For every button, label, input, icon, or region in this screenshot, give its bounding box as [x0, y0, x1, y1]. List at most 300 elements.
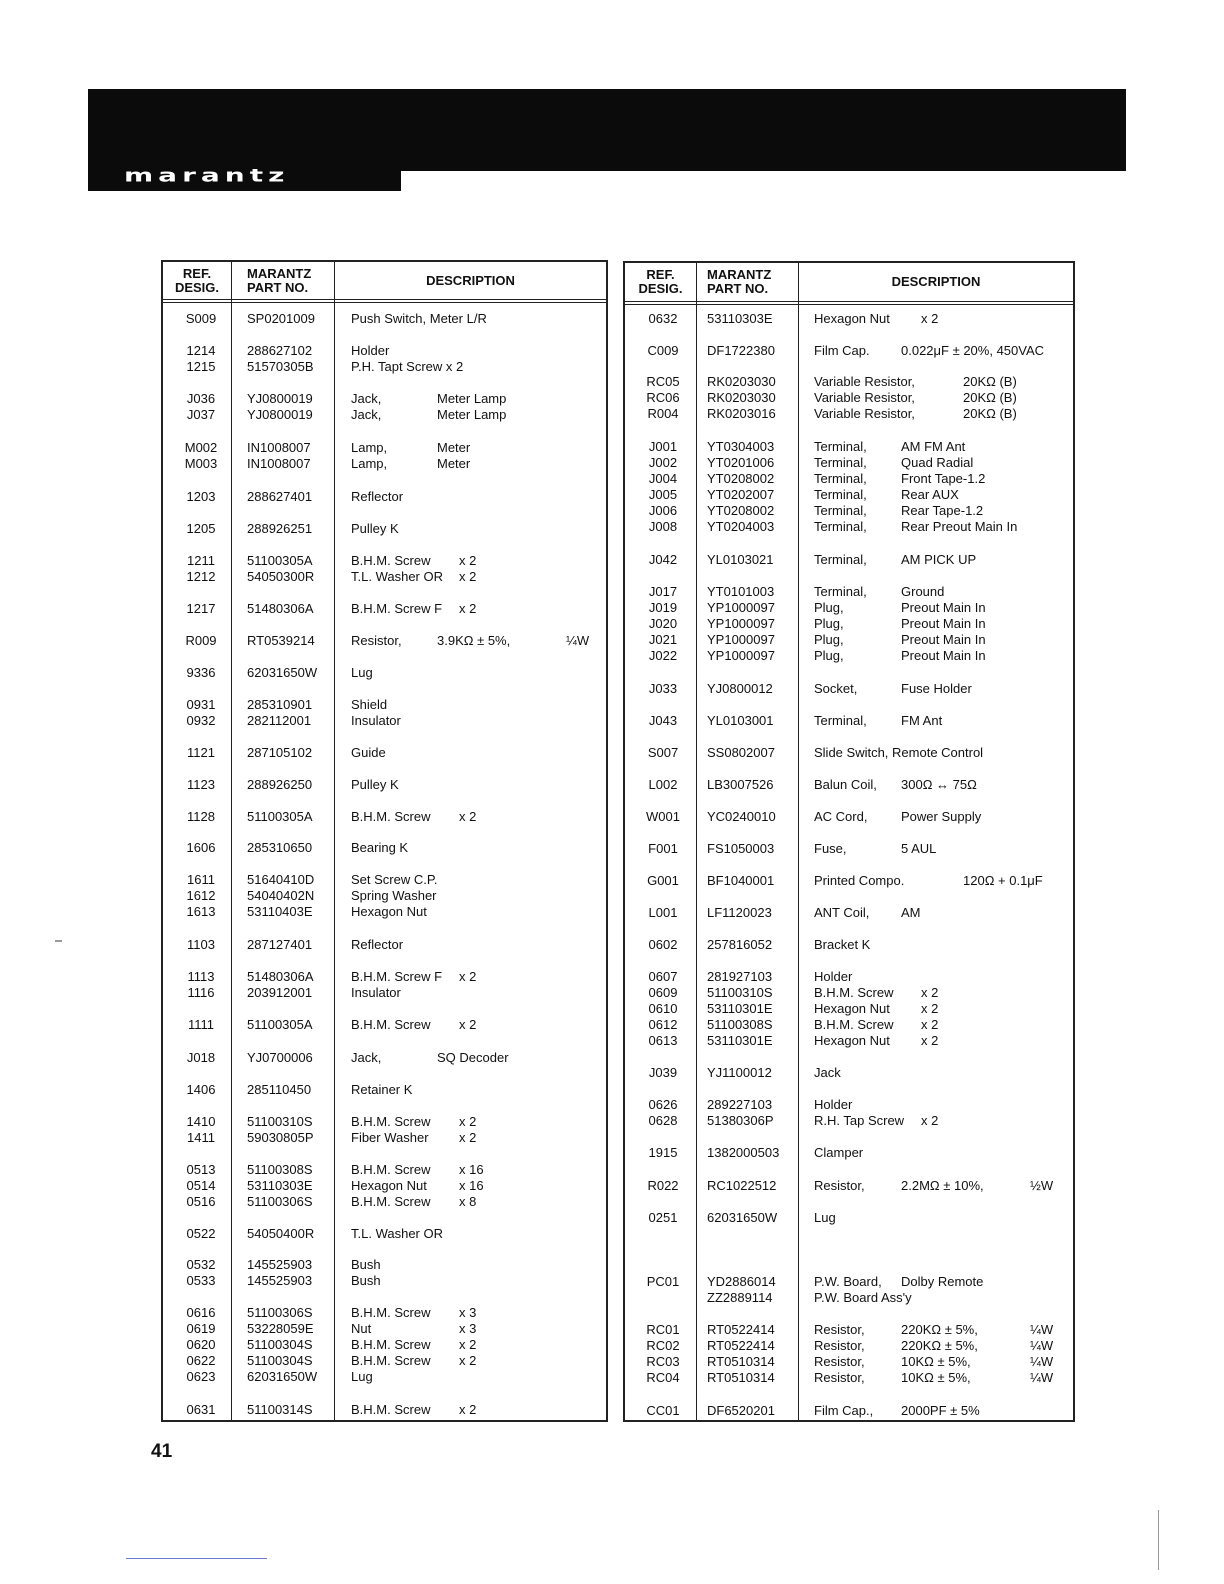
part-number-cell: YD2886014	[707, 1274, 776, 1289]
part-number-cell: 62031650W	[707, 1210, 778, 1225]
header-divider	[163, 302, 606, 303]
description-cell: B.H.M. Screw	[351, 1337, 431, 1352]
part-number-cell: 51100305A	[247, 1017, 313, 1032]
header-description	[335, 262, 606, 299]
description-cell: Socket,	[814, 681, 858, 696]
page-number: 41	[151, 1441, 173, 1462]
header-divider	[163, 299, 606, 300]
description-detail-cell: Preout Main In	[901, 616, 986, 631]
header-description	[799, 263, 1073, 301]
footer-rule	[126, 1558, 267, 1559]
description-cell: Terminal,	[814, 455, 867, 470]
ref-desig-cell: 0626	[648, 1097, 678, 1112]
ref-desig-cell: 0932	[186, 713, 216, 728]
part-number-cell: 287127401	[247, 937, 313, 952]
part-number-cell: 59030805P	[247, 1130, 314, 1145]
description-detail-cell: AM FM Ant	[901, 439, 966, 454]
ref-desig-cell: J043	[648, 713, 678, 728]
description-detail-cell: x 16	[459, 1178, 484, 1193]
ref-desig-cell: 0613	[648, 1033, 678, 1048]
ref-desig-cell: 1410	[186, 1114, 216, 1129]
part-number-cell: YJ1100012	[707, 1065, 772, 1080]
description-cell: Hexagon Nut	[814, 1001, 890, 1016]
description-detail-cell: Preout Main In	[901, 600, 986, 615]
description-cell: Bracket K	[814, 937, 871, 952]
header-divider	[625, 301, 1073, 302]
description-cell: B.H.M. Screw F	[351, 969, 443, 984]
description-cell: Terminal,	[814, 584, 867, 599]
description-cell: Shield	[351, 697, 388, 712]
ref-desig-cell: 0513	[186, 1162, 216, 1177]
part-number-cell: 53110301E	[707, 1033, 773, 1048]
ref-desig-cell: 0610	[648, 1001, 678, 1016]
part-number-cell: LB3007526	[707, 777, 774, 792]
part-number-cell: YT0202007	[707, 487, 775, 502]
description-cell: Jack,	[351, 1050, 382, 1065]
ref-desig-cell: J018	[186, 1050, 216, 1065]
description-detail-cell: AM	[901, 905, 921, 920]
part-number-cell: 51100305A	[247, 809, 313, 824]
description-detail-cell: 10KΩ ± 5%,	[901, 1370, 971, 1385]
part-number-cell: YJ0800019	[247, 391, 313, 406]
description-detail-cell: Meter	[437, 456, 471, 471]
header-banner	[88, 89, 1126, 171]
description-cell: B.H.M. Screw	[351, 1402, 431, 1417]
part-number-cell: RT0510314	[707, 1354, 775, 1369]
description-cell: Lamp,	[351, 440, 388, 455]
part-number-cell: 53110303E	[707, 311, 773, 326]
description-detail-cell: x 2	[459, 1114, 477, 1129]
ref-desig-cell: PC01	[646, 1274, 680, 1289]
ref-desig-cell: RC05	[646, 374, 680, 389]
scan-edge-line	[1158, 1510, 1159, 1570]
description-cell: Terminal,	[814, 439, 867, 454]
ref-desig-cell: 1214	[186, 343, 216, 358]
part-number-cell: 51380306P	[707, 1113, 774, 1128]
description-cell: Resistor,	[814, 1178, 865, 1193]
ref-desig-cell: J037	[186, 407, 216, 422]
description-cell: Film Cap.,	[814, 1403, 874, 1418]
header-part-no	[707, 263, 797, 301]
description-cell: Resistor,	[814, 1338, 865, 1353]
description-cell: ANT Coil,	[814, 905, 870, 920]
description-cell: Insulator	[351, 985, 401, 1000]
ref-desig-cell: 0622	[186, 1353, 216, 1368]
description-cell: Holder	[814, 1097, 853, 1112]
ref-desig-cell: 1123	[187, 777, 215, 792]
part-number-cell: DF1722380	[707, 343, 775, 358]
ref-desig-cell: CC01	[646, 1403, 680, 1418]
description-cell: Terminal,	[814, 519, 867, 534]
description-cell: Guide	[351, 745, 386, 760]
description-detail-cell: 2000PF ± 5%	[901, 1403, 980, 1418]
description-detail-cell: x 3	[459, 1321, 477, 1336]
wattage-cell: ¼W	[1030, 1338, 1054, 1353]
ref-desig-cell: L002	[648, 777, 678, 792]
ref-desig-cell: J002	[648, 455, 678, 470]
part-number-cell: RK0203030	[707, 374, 776, 389]
ref-desig-cell: 0514	[186, 1178, 216, 1193]
description-detail-cell: Rear Tape-1.2	[901, 503, 984, 518]
description-cell: Reflector	[351, 489, 404, 504]
description-detail-cell: Preout Main In	[901, 632, 986, 647]
description-cell: Clamper	[814, 1145, 864, 1160]
description-cell: Terminal,	[814, 552, 867, 567]
part-number-cell: LF1120023	[707, 905, 772, 920]
description-cell: Resistor,	[814, 1370, 865, 1385]
description-detail-cell: 3.9KΩ ± 5%,	[437, 633, 511, 648]
column-divider	[798, 263, 799, 1420]
header-ref-desig	[625, 263, 696, 301]
description-cell: Hexagon Nut	[814, 1033, 890, 1048]
part-number-cell: BF1040001	[707, 873, 775, 888]
description-cell: Hexagon Nut	[351, 1178, 427, 1193]
description-detail-cell: 20KΩ (B)	[963, 374, 1017, 389]
description-cell: Hexagon Nut	[814, 311, 890, 326]
description-cell: Jack,	[351, 391, 382, 406]
description-cell: B.H.M. Screw	[351, 1353, 431, 1368]
part-number-cell: 257816052	[707, 937, 773, 952]
ref-desig-cell: RC04	[646, 1370, 680, 1385]
brand-logo: marantz	[124, 165, 290, 186]
description-detail-cell: x 16	[459, 1162, 484, 1177]
ref-desig-cell: 0251	[648, 1210, 678, 1225]
description-cell: B.H.M. Screw	[351, 1114, 431, 1129]
part-number-cell: SP0201009	[247, 311, 315, 326]
header-ref-line1: REF.	[182, 265, 212, 281]
description-detail-cell: x 2	[921, 1113, 939, 1128]
part-number-cell: 51100304S	[247, 1353, 313, 1368]
ref-desig-cell: RC02	[646, 1338, 680, 1353]
description-cell: Lug	[351, 1369, 373, 1384]
ref-desig-cell: R022	[647, 1178, 679, 1193]
description-detail-cell: Rear Preout Main In	[901, 519, 1018, 534]
description-cell: Holder	[351, 343, 390, 358]
part-number-cell: DF6520201	[707, 1403, 775, 1418]
part-number-cell: 145525903	[247, 1273, 313, 1288]
part-number-cell: YP1000097	[707, 600, 775, 615]
part-number-cell: 51480306A	[247, 969, 314, 984]
description-detail-cell: x 2	[921, 985, 939, 1000]
ref-desig-cell: J019	[648, 600, 678, 615]
ref-desig-cell: 1121	[187, 745, 215, 760]
ref-desig-cell: J005	[648, 487, 678, 502]
description-cell: Plug,	[814, 632, 844, 647]
ref-desig-cell: J022	[648, 648, 678, 663]
part-number-cell: YT0208002	[707, 471, 775, 486]
ref-desig-cell: J036	[186, 391, 216, 406]
header-part-line2: PART NO.	[707, 281, 769, 296]
description-detail-cell: Front Tape-1.2	[901, 471, 986, 486]
description-detail-cell: x 2	[459, 1353, 477, 1368]
ref-desig-cell: 0612	[648, 1017, 678, 1032]
part-number-cell: 288627102	[247, 343, 313, 358]
description-cell: Balun Coil,	[814, 777, 877, 792]
part-number-cell: IN1008007	[247, 456, 311, 471]
description-detail-cell: x 2	[459, 969, 477, 984]
description-detail-cell: x 2	[459, 553, 477, 568]
part-number-cell: 1382000503	[707, 1145, 780, 1160]
description-detail-cell: x 2	[459, 1017, 477, 1032]
description-cell: P.W. Board Ass'y	[814, 1290, 912, 1305]
part-number-cell: 51100306S	[247, 1194, 313, 1209]
description-detail-cell: x 2	[459, 809, 477, 824]
ref-desig-cell: 1612	[186, 888, 216, 903]
description-detail-cell: FM Ant	[901, 713, 943, 728]
description-detail-cell: Quad Radial	[901, 455, 974, 470]
part-number-cell: YJ0800019	[247, 407, 313, 422]
part-number-cell: RK0203016	[707, 406, 776, 421]
ref-desig-cell: RC06	[646, 390, 680, 405]
description-detail-cell: SQ Decoder	[437, 1050, 509, 1065]
ref-desig-cell: 1211	[187, 553, 215, 568]
part-number-cell: YP1000097	[707, 632, 775, 647]
ref-desig-cell: 0619	[186, 1321, 216, 1336]
ref-desig-cell: M003	[184, 456, 218, 471]
ref-desig-cell: 0623	[186, 1369, 216, 1384]
parts-table-left	[161, 260, 608, 1422]
wattage-cell: ¼W	[566, 633, 590, 648]
ref-desig-cell: J042	[648, 552, 678, 567]
description-detail-cell: 220KΩ ± 5%,	[901, 1338, 978, 1353]
ref-desig-cell: J039	[648, 1065, 678, 1080]
description-detail-cell: 20KΩ (B)	[963, 390, 1017, 405]
ref-desig-cell: J004	[648, 471, 678, 486]
ref-desig-cell: 0533	[186, 1273, 216, 1288]
part-number-cell: RT0539214	[247, 633, 315, 648]
header-ref-line2: DESIG.	[174, 279, 220, 295]
description-detail-cell: x 3	[459, 1305, 477, 1320]
column-divider	[334, 262, 335, 1420]
part-number-cell: 53110303E	[247, 1178, 313, 1193]
part-number-cell: 288627401	[247, 489, 313, 504]
description-cell: Lug	[814, 1210, 836, 1225]
description-cell: Lamp,	[351, 456, 388, 471]
description-cell: Pulley K	[351, 521, 399, 536]
description-cell: Resistor,	[814, 1354, 865, 1369]
ref-desig-cell: 0609	[648, 985, 678, 1000]
description-detail-cell: x 8	[459, 1194, 477, 1209]
part-number-cell: 51100310S	[247, 1114, 313, 1129]
part-number-cell: 54040402N	[247, 888, 315, 903]
part-number-cell: 53228059E	[247, 1321, 314, 1336]
description-cell: B.H.M. Screw	[351, 1017, 431, 1032]
ref-desig-cell: 0931	[186, 697, 216, 712]
part-number-cell: 288926250	[247, 777, 313, 792]
part-number-cell: 285110450	[247, 1082, 312, 1097]
part-number-cell: YL0103001	[707, 713, 774, 728]
part-number-cell: YT0304003	[707, 439, 775, 454]
description-cell: T.L. Washer OR	[351, 1226, 443, 1241]
part-number-cell: 53110301E	[707, 1001, 773, 1016]
part-number-cell: 51100306S	[247, 1305, 313, 1320]
part-number-cell: 288926251	[247, 521, 313, 536]
description-detail-cell: 120Ω + 0.1μF	[963, 873, 1043, 888]
description-detail-cell: 300Ω ↔ 75Ω	[901, 777, 977, 792]
part-number-cell: 51100305A	[247, 553, 313, 568]
wattage-cell: ¼W	[1030, 1322, 1054, 1337]
description-detail-cell: 20KΩ (B)	[963, 406, 1017, 421]
part-number-cell: YP1000097	[707, 616, 775, 631]
description-cell: B.H.M. Screw	[351, 553, 431, 568]
part-number-cell: 51570305B	[247, 359, 314, 374]
description-cell: Bearing K	[351, 840, 409, 855]
part-number-cell: FS1050003	[707, 841, 775, 856]
description-cell: B.H.M. Screw	[351, 809, 431, 824]
description-detail-cell: x 2	[921, 1001, 939, 1016]
ref-desig-cell: S007	[647, 745, 679, 760]
ref-desig-cell: RC01	[646, 1322, 680, 1337]
header-ref-desig	[163, 262, 231, 299]
part-number-cell: YJ0700006	[247, 1050, 313, 1065]
header-ref-line1: REF.	[646, 267, 675, 282]
ref-desig-cell: 1406	[186, 1082, 216, 1097]
ref-desig-cell: RC03	[646, 1354, 680, 1369]
ref-desig-cell: 1111	[187, 1017, 215, 1032]
header-desc-text: DESCRIPTION	[891, 274, 981, 289]
ref-desig-cell: J021	[648, 632, 678, 647]
header-divider	[625, 304, 1073, 305]
ref-desig-cell: 1116	[187, 985, 215, 1000]
description-cell: AC Cord,	[814, 809, 868, 824]
description-cell: Spring Washer	[351, 888, 437, 903]
description-cell: Variable Resistor,	[814, 374, 915, 389]
part-number-cell: YT0201006	[707, 455, 775, 470]
description-detail-cell: AM PICK UP	[901, 552, 977, 567]
description-cell: Bush	[351, 1273, 381, 1288]
part-number-cell: YJ0800012	[707, 681, 773, 696]
ref-desig-cell: C009	[647, 343, 679, 358]
description-cell: Plug,	[814, 648, 844, 663]
ref-desig-cell: M002	[184, 440, 218, 455]
description-cell: Nut	[351, 1321, 372, 1336]
ref-desig-cell: J001	[648, 439, 678, 454]
description-cell: Jack	[814, 1065, 841, 1080]
part-number-cell: RK0203030	[707, 390, 776, 405]
description-detail-cell: x 2	[459, 601, 477, 616]
description-detail-cell: Fuse Holder	[901, 681, 972, 696]
ref-desig-cell: 0631	[186, 1402, 216, 1417]
description-cell: Retainer K	[351, 1082, 413, 1097]
part-number-cell: 51100310S	[707, 985, 773, 1000]
ref-desig-cell: R004	[647, 406, 679, 421]
ref-desig-cell: 9336	[186, 665, 216, 680]
description-cell: Film Cap.	[814, 343, 870, 358]
description-cell: P.W. Board,	[814, 1274, 882, 1289]
description-cell: Hexagon Nut	[351, 904, 427, 919]
ref-desig-cell: L001	[648, 905, 678, 920]
parts-table-right	[623, 261, 1075, 1422]
ref-desig-cell: 1606	[186, 840, 216, 855]
description-cell: B.H.M. Screw	[814, 1017, 894, 1032]
ref-desig-cell: 1611	[187, 872, 215, 887]
description-detail-cell: x 2	[459, 1402, 477, 1417]
description-detail-cell: Meter Lamp	[437, 407, 507, 422]
scan-speck	[55, 940, 62, 942]
description-cell: Variable Resistor,	[814, 390, 915, 405]
part-number-cell: 281927103	[707, 969, 773, 984]
ref-desig-cell: 1212	[186, 569, 216, 584]
wattage-cell: ¼W	[1030, 1354, 1054, 1369]
description-cell: Set Screw C.P.	[351, 872, 438, 887]
ref-desig-cell: 0602	[648, 937, 678, 952]
part-number-cell: 53110403E	[247, 904, 313, 919]
description-detail-cell: 5 AUL	[901, 841, 937, 856]
part-number-cell: 51100308S	[247, 1162, 313, 1177]
part-number-cell: 289227103	[707, 1097, 773, 1112]
part-number-cell: IN1008007	[247, 440, 311, 455]
description-detail-cell: 2.2MΩ ± 10%,	[901, 1178, 984, 1193]
wattage-cell: ½W	[1030, 1178, 1054, 1193]
header-part-no	[247, 262, 333, 299]
ref-desig-cell: 1203	[186, 489, 216, 504]
part-number-cell: RT0522414	[707, 1322, 775, 1337]
ref-desig-cell: S009	[185, 311, 217, 326]
ref-desig-cell: J008	[648, 519, 678, 534]
ref-desig-cell: 1103	[187, 937, 215, 952]
part-number-cell: YT0208002	[707, 503, 775, 518]
ref-desig-cell: W001	[646, 809, 680, 824]
description-cell: Pulley K	[351, 777, 399, 792]
part-number-cell: 54050300R	[247, 569, 315, 584]
description-detail-cell: x 2	[921, 1033, 939, 1048]
part-number-cell: YC0240010	[707, 809, 776, 824]
description-detail-cell: x 2	[459, 569, 477, 584]
description-cell: Terminal,	[814, 471, 867, 486]
part-number-cell: YL0103021	[707, 552, 774, 567]
description-detail-cell: Meter	[437, 440, 471, 455]
description-cell: T.L. Washer OR	[351, 569, 443, 584]
description-cell: Terminal,	[814, 487, 867, 502]
description-cell: P.H. Tapt Screw x 2	[351, 359, 464, 374]
part-number-cell: 285310901	[247, 697, 313, 712]
description-detail-cell: Ground	[901, 584, 945, 599]
description-cell: Insulator	[351, 713, 401, 728]
description-cell: Lug	[351, 665, 373, 680]
ref-desig-cell: J006	[648, 503, 678, 518]
ref-desig-cell: 1915	[648, 1145, 678, 1160]
description-cell: Resistor,	[814, 1322, 865, 1337]
ref-desig-cell: 0632	[648, 311, 678, 326]
description-cell: Printed Compo.	[814, 873, 905, 888]
description-detail-cell: 0.022μF ± 20%, 450VAC	[901, 343, 1045, 358]
description-cell: Resistor,	[351, 633, 402, 648]
description-detail-cell: x 2	[921, 311, 939, 326]
ref-desig-cell: 0616	[186, 1305, 216, 1320]
description-cell: Terminal,	[814, 503, 867, 518]
description-cell: Jack,	[351, 407, 382, 422]
part-number-cell: 282112001	[247, 713, 312, 728]
part-number-cell: YP1000097	[707, 648, 775, 663]
ref-desig-cell: 1128	[187, 809, 215, 824]
ref-desig-cell: 1411	[187, 1130, 215, 1145]
description-cell: Reflector	[351, 937, 404, 952]
part-number-cell: 51640410D	[247, 872, 315, 887]
description-cell: Push Switch, Meter L/R	[351, 311, 487, 326]
ref-desig-cell: 0522	[186, 1226, 216, 1241]
ref-desig-cell: 1113	[187, 969, 215, 984]
ref-desig-cell: 0607	[648, 969, 678, 984]
ref-desig-cell: 1613	[186, 904, 216, 919]
description-cell: R.H. Tap Screw	[814, 1113, 905, 1128]
description-detail-cell: Power Supply	[901, 809, 982, 824]
part-number-cell: RT0522414	[707, 1338, 775, 1353]
description-cell: Slide Switch, Remote Control	[814, 745, 984, 760]
part-number-cell: 145525903	[247, 1257, 313, 1272]
description-cell: Holder	[814, 969, 853, 984]
description-cell: Fiber Washer	[351, 1130, 429, 1145]
description-cell: B.H.M. Screw F	[351, 601, 443, 616]
